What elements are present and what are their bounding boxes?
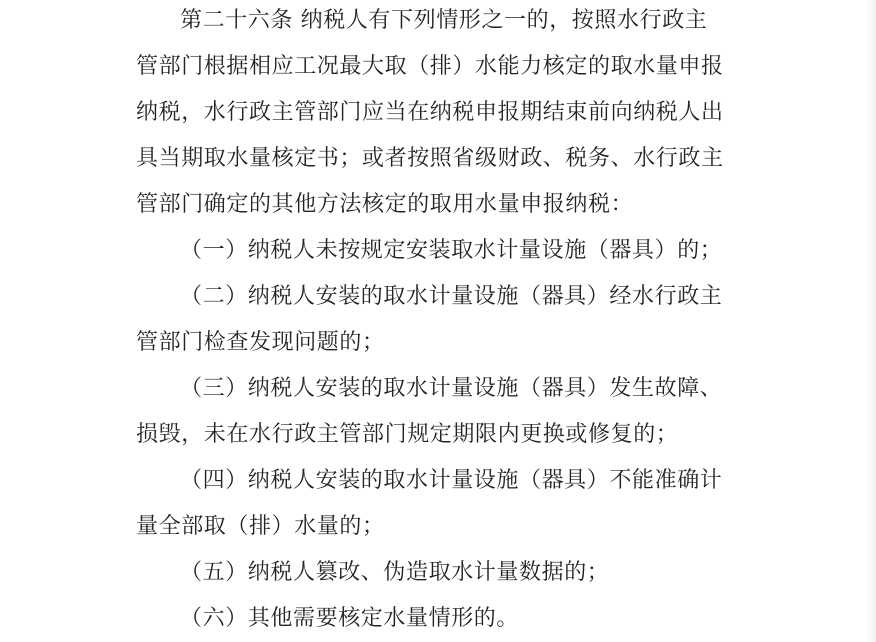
clause-1-line: （一）纳税人未按规定安装取水计量设施（器具）的； <box>180 238 723 263</box>
article-26-heading-line: 第二十六条 纳税人有下列情形之一的，按照水行政主 <box>180 8 708 33</box>
clause-6-line: （六）其他需要核定水量情形的。 <box>180 606 520 631</box>
clause-4-line: （四）纳税人安装的取水计量设施（器具）不能准确计 <box>180 468 723 493</box>
clause-2-continuation-line: 管部门检查发现问题的； <box>136 330 385 355</box>
article-26-body-line: 管部门根据相应工况最大取（排）水能力核定的取水量申报 <box>136 54 724 79</box>
clause-2-line: （二）纳税人安装的取水计量设施（器具）经水行政主 <box>180 284 723 309</box>
article-26-body-line: 具当期取水量核定书；或者按照省级财政、税务、水行政主 <box>136 146 724 171</box>
clause-3-line: （三）纳税人安装的取水计量设施（器具）发生故障、 <box>180 376 723 401</box>
clause-3-continuation-line: 损毁，未在水行政主管部门规定期限内更换或修复的； <box>136 422 679 447</box>
page-edge-shadow <box>866 0 876 642</box>
article-26-body-line: 管部门确定的其他方法核定的取用水量申报纳税： <box>136 192 634 217</box>
clause-4-continuation-line: 量全部取（排）水量的； <box>136 514 385 539</box>
article-26-body-line: 纳税，水行政主管部门应当在纳税申报期结束前向纳税人出 <box>136 100 724 125</box>
clause-5-line: （五）纳税人篡改、伪造取水计量数据的； <box>180 560 610 585</box>
